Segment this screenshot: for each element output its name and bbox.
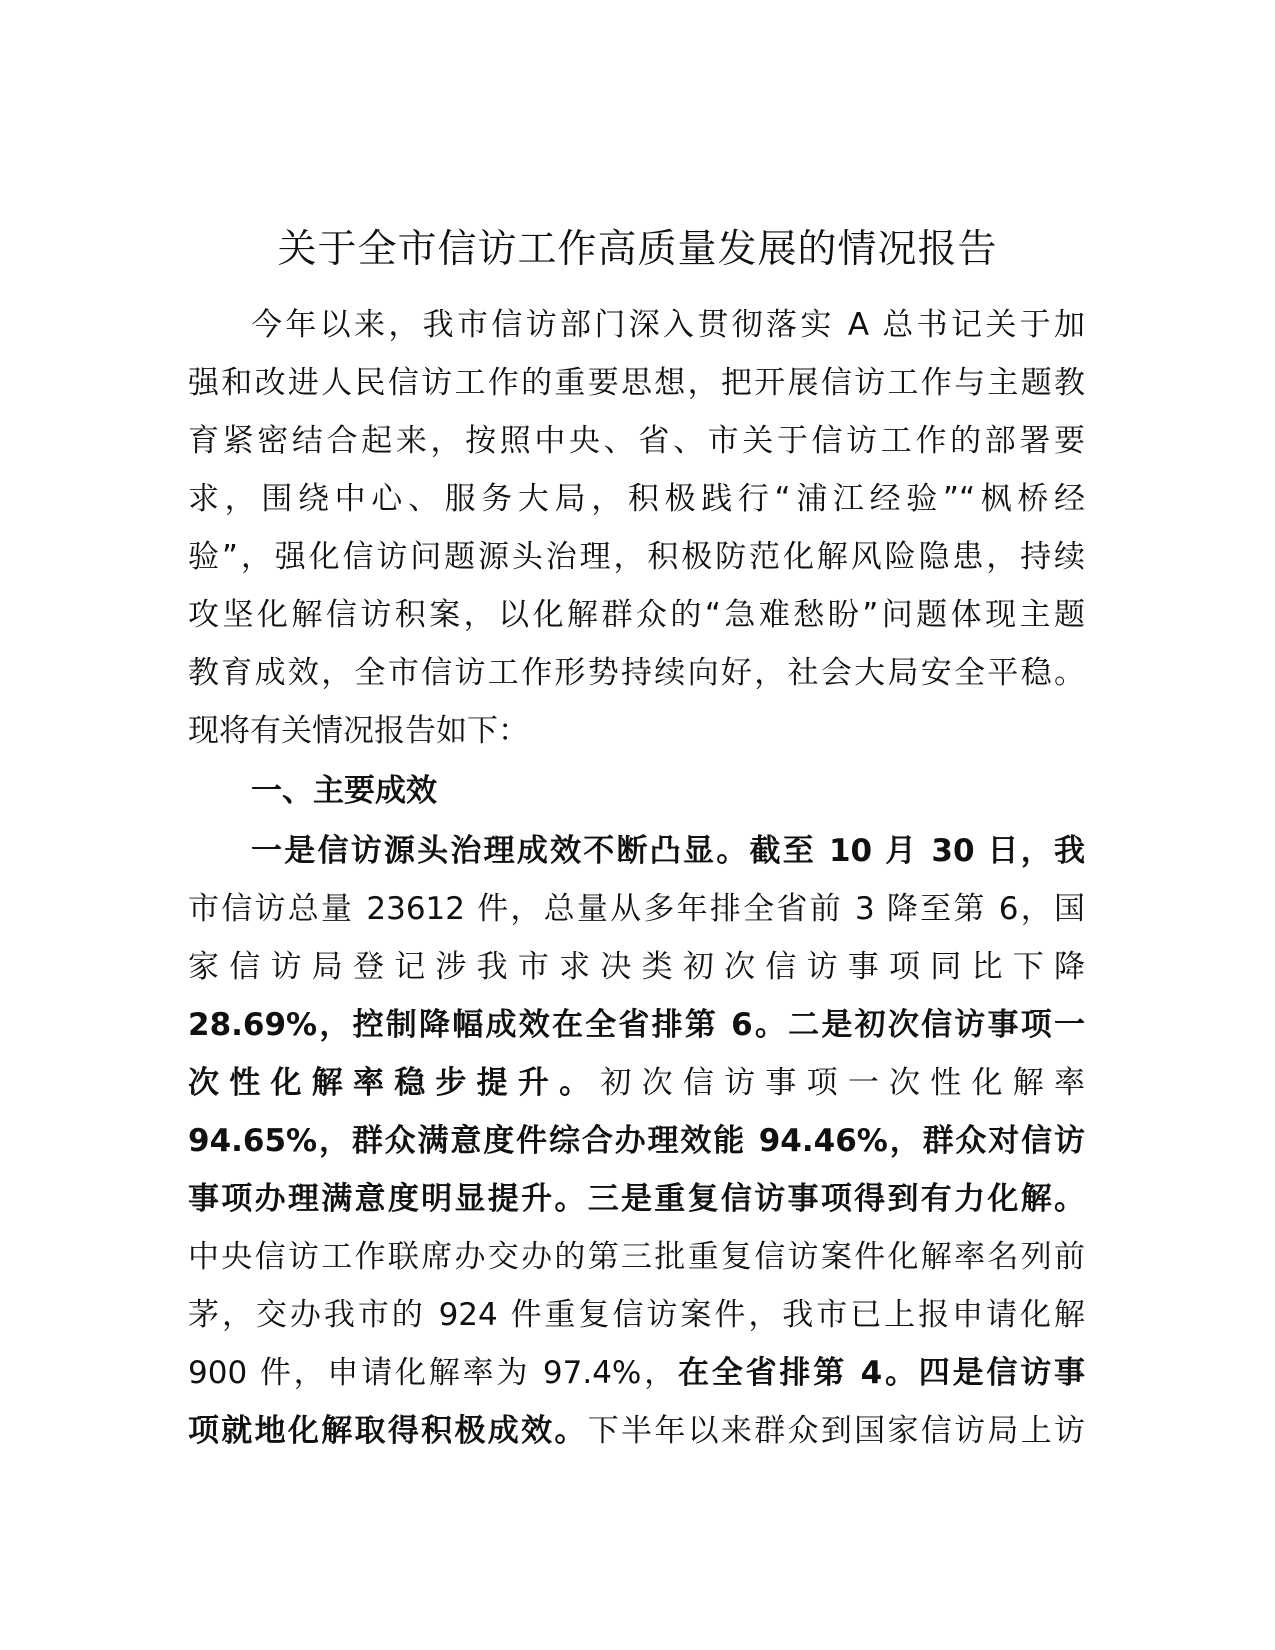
paragraph-line: 攻坚化解信访积案，以化解群众的“急难愁盼”问题体现主题 (188, 597, 1085, 633)
paragraph-line (188, 1112, 1085, 1170)
text-segment: 900 件，申请化解率为 97.4%， (188, 1355, 678, 1391)
text-segment: 市信访总量 23612 件，总量从多年排全省前 3 降至第 6，国 (188, 891, 1085, 927)
paragraph-line: 现将有关情况报告如下： (188, 713, 529, 749)
text-segment: 茅，交办我市的 924 件重复信访案件，我市已上报申请化解 (188, 1297, 1085, 1333)
text-segment: 家信访局登记涉我市求决类初次信访事项同比下降 (188, 949, 1085, 985)
paragraph-line: 强和改进人民信访工作的重要思想，把开展信访工作与主题教 (188, 365, 1085, 401)
paragraph-line (188, 1170, 1085, 1228)
bold-text: 在全省排第 4。四是信访事 (678, 1355, 1085, 1391)
paragraph-line: 验”，强化信访问题源头治理，积极防范化解风险隐患，持续 (188, 539, 1085, 575)
paragraph-line (188, 880, 1085, 938)
bold-text: 28.69%，控制降幅成效在全省排第 6。二是初次信访事项一 (188, 1007, 1085, 1043)
paragraph-line: 育紧密结合起来，按照中央、省、市关于信访工作的部署要 (188, 423, 1085, 459)
document-body (188, 296, 1085, 1460)
bold-text: 94.65%，群众满意度件综合办理效能 94.46%，群众对信访 (188, 1123, 1085, 1159)
paragraph-line (188, 1228, 1085, 1286)
paragraph-line (188, 1344, 1085, 1402)
paragraph-line (188, 1402, 1085, 1460)
paragraph-line: 教育成效，全市信访工作形势持续向好，社会大局安全平稳。 (188, 655, 1085, 691)
paragraph-line (188, 1054, 1085, 1112)
bold-text: 事项办理满意度明显提升。三是重复信访事项得到有力化解。 (188, 1181, 1085, 1217)
paragraph-line (188, 996, 1085, 1054)
paragraph-line: 求，围绕中心、服务大局，积极践行“浦江经验”“枫桥经 (188, 481, 1085, 517)
paragraph-line (188, 1286, 1085, 1344)
text-segment: 下半年以来群众到国家信访局上访 (587, 1413, 1086, 1449)
intro-paragraph (188, 296, 1085, 760)
results-paragraph (188, 822, 1085, 1460)
section-heading: 一、主要成效 (251, 773, 437, 809)
paragraph-line (188, 822, 1085, 880)
bold-text: 次性化解率稳步提升。 (188, 1065, 601, 1101)
bold-text: 项就地化解取得积极成效。 (188, 1413, 588, 1449)
paragraph-line (188, 938, 1085, 996)
document-title: 关于全市信访工作高质量发展的情况报告 (277, 227, 998, 272)
paragraph-line: 今年以来，我市信访部门深入贯彻落实 A 总书记关于加 (251, 307, 1085, 343)
text-segment: 中央信访工作联席办交办的第三批重复信访案件化解率名列前 (188, 1239, 1085, 1275)
text-segment: 初次信访事项一次性化解率 (600, 1065, 1086, 1101)
bold-text: 一是信访源头治理成效不断凸显。截至 10 月 30 日，我 (251, 833, 1085, 869)
